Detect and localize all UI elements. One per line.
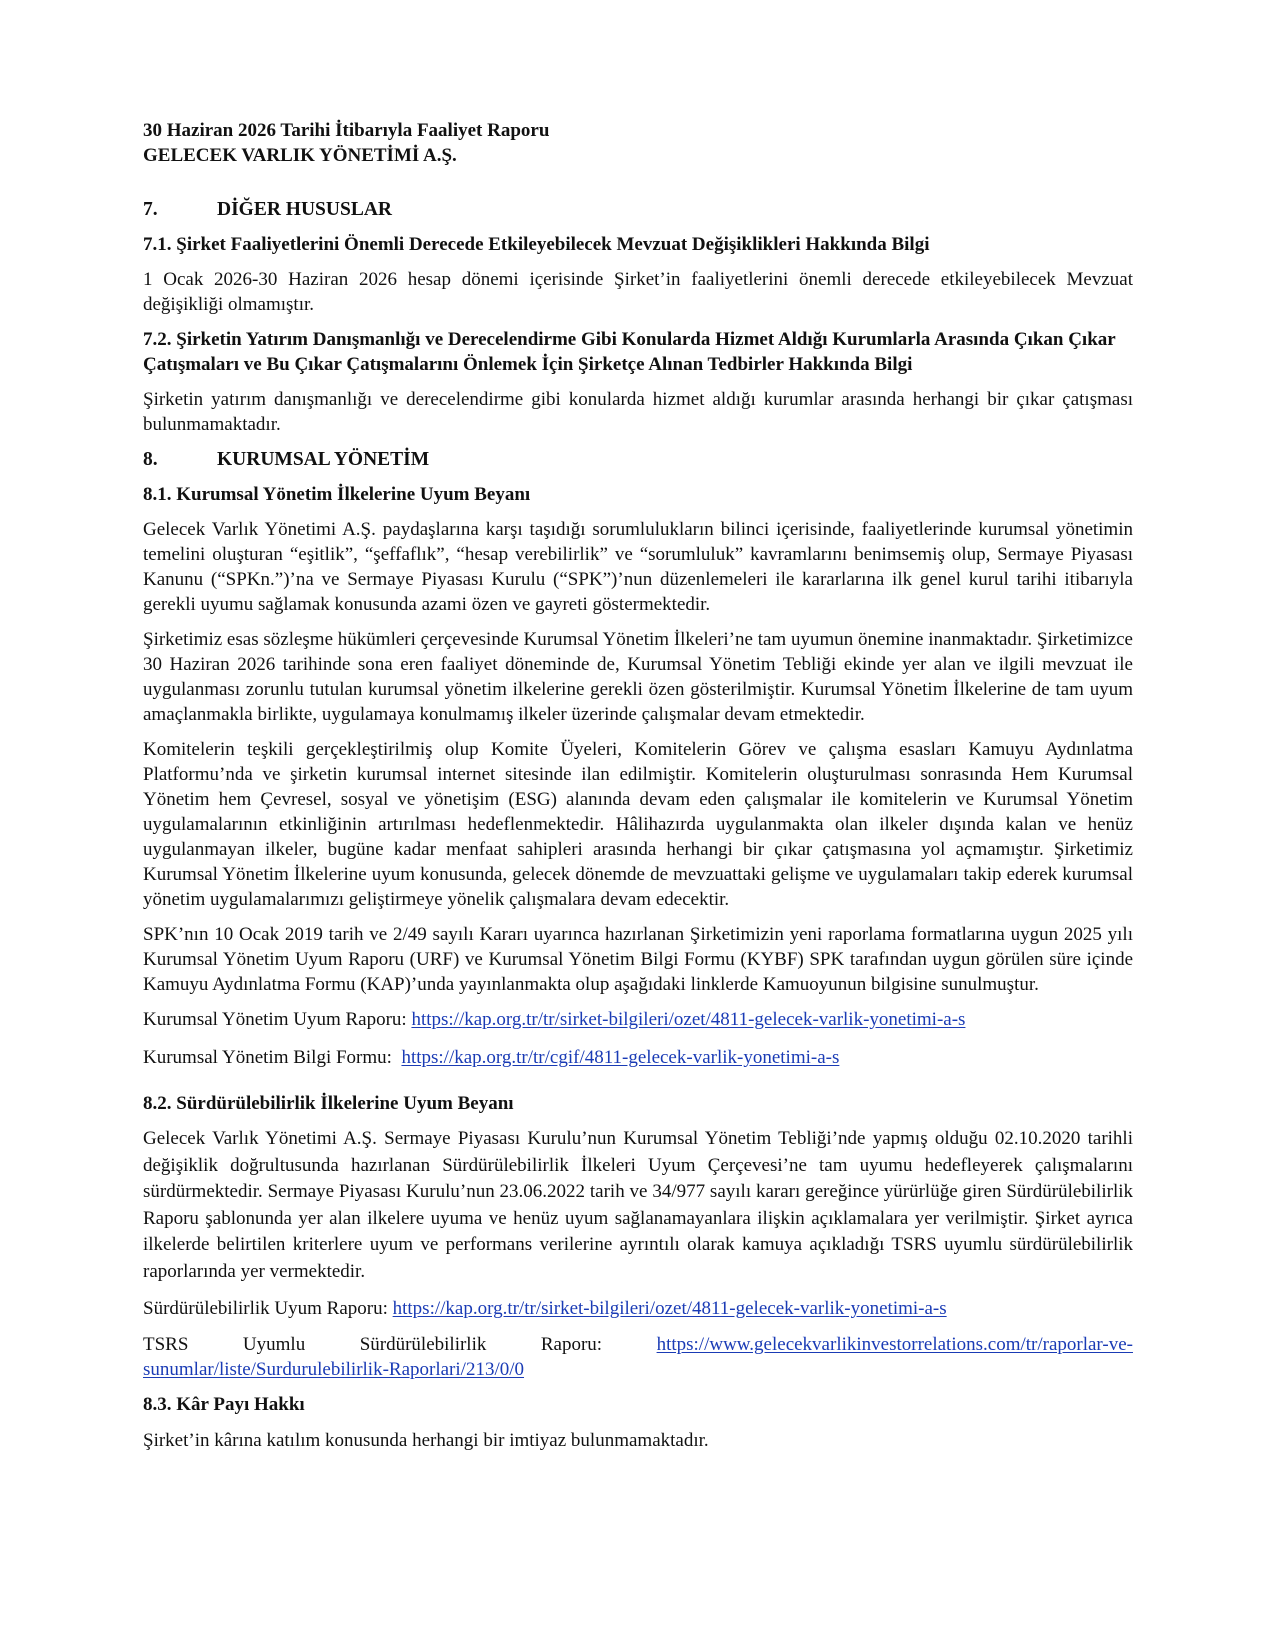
tsrs-report-row bbox=[143, 1332, 1133, 1357]
subsection-8-2-heading: 8.2. Sürdürülebilirlik İlkelerine Uyum Beyanı bbox=[143, 1093, 514, 1114]
governance-info-form-link[interactable]: https://kap.org.tr/tr/cgif/4811-gelecek-varlik-yonetimi-a-s bbox=[401, 1047, 840, 1068]
report-title: 30 Haziran 2026 Tarihi İtibarıyla Faaliyet Raporu bbox=[143, 120, 550, 141]
document-header bbox=[143, 118, 1133, 168]
subsection-7-1-text: 1 Ocak 2026-30 Haziran 2026 hesap dönemi içerisinde Şirket’in faaliyetlerini önemli derecede etkileyebilecek Mevzuat değişikliği olmamıştır. bbox=[143, 269, 1133, 315]
paragraph: Gelecek Varlık Yönetimi A.Ş. Sermaye Piyasası Kurulu’nun Kurumsal Yönetim Tebliği’nde yapmış olduğu 02.10.2020 tarihli değişiklik doğrultusunda hazırlanan Sürdürülebilirlik İlkeleri Uyum Çerçevesi’ne tam uyumu hedefleyerek çalışmalarını sürdürmektedir. Sermaye Piyasası Kurulu’nun 23.06.2022 tarih ve 34/977 sayılı kararı gereğince yürürlüğe giren Sürdürülebilirlik Raporu şablonunda yer alan ilkelere uyuma ve henüz uyum sağlanamayanlara ilişkin açıklamalara yer verilmiştir. Şirket ayrıca ilkelerde belirtilen kriterlere uyum ve performans verilerine ayrıntılı olarak kamuya açıkladığı TSRS uyumlu sürdürülebilirlik raporlarında yer vermektedir. bbox=[143, 1128, 1133, 1282]
tsrs-word: TSRS bbox=[143, 1334, 189, 1355]
subsection-8-3-text: Şirket’in kârına katılım konusunda herhangi bir imtiyaz bulunmamaktadır. bbox=[143, 1430, 709, 1451]
company-name: GELECEK VARLIK YÖNETİMİ A.Ş. bbox=[143, 145, 457, 166]
section-title: DİĞER HUSUSLAR bbox=[217, 199, 392, 220]
link-label: Sürdürülebilirlik Uyum Raporu: bbox=[143, 1298, 388, 1319]
tsrs-word: Raporu: bbox=[540, 1334, 603, 1355]
section-title: KURUMSAL YÖNETİM bbox=[217, 449, 430, 470]
subsection-7-2-heading: 7.2. Şirketin Yatırım Danışmanlığı ve Derecelendirme Gibi Konularda Hizmet Aldığı Kurumlarla Arasında Çıkan Çıkar Çatışmaları ve Bu Çıkar Çatışmalarını Önlemek İçin Şirketçe Alınan Tedbirler Hakkında Bilgi bbox=[143, 329, 1116, 375]
tsrs-report-link-part2[interactable]: sunumlar/liste/Surdurulebilirlik-Raporlari/213/0/0 bbox=[143, 1359, 525, 1380]
tsrs-word: Sürdürülebilirlik bbox=[359, 1334, 487, 1355]
link-label: Kurumsal Yönetim Bilgi Formu: bbox=[143, 1047, 392, 1068]
section-number: 8. bbox=[143, 449, 158, 470]
subsection-8-3-heading: 8.3. Kâr Payı Hakkı bbox=[143, 1394, 305, 1415]
subsection-7-2-text: Şirketin yatırım danışmanlığı ve derecelendirme gibi konularda hizmet aldığı kurumlar arasında herhangi bir çıkar çatışması bulunmamaktadır. bbox=[143, 389, 1133, 435]
section-8-heading bbox=[143, 447, 1133, 472]
sustainability-compliance-report-link[interactable]: https://kap.org.tr/tr/sirket-bilgileri/ozet/4811-gelecek-varlik-yonetimi-a-s bbox=[392, 1298, 947, 1319]
paragraph: SPK’nın 10 Ocak 2019 tarih ve 2/49 sayılı Kararı uyarınca hazırlanan Şirketimizin yeni raporlama formatlarına uygun 2025 yılı Kurumsal Yönetim Uyum Raporu (URF) ve Kurumsal Yönetim Bilgi Formu (KYBF) SPK tarafından uygun görülen süre içinde Kamuyu Aydınlatma Formu (KAP)’unda yayınlanmakta olup aşağıdaki linklerde Kamuoyunun bilgisine sunulmuştur. bbox=[143, 924, 1133, 995]
paragraph: Komitelerin teşkili gerçekleştirilmiş olup Komite Üyeleri, Komitelerin Görev ve çalışma esasları Kamuyu Aydınlatma Platformu’nda ve şirketin kurumsal internet sitesinde ilan edilmiştir. Komitelerin oluşturulması sonrasında Hem Kurumsal Yönetim hem Çevresel, sosyal ve yönetişim (ESG) alanında devam eden çalışmalar ile komitelerin ve Kurumsal Yönetim uygulamalarının etkinliğinin artırılması hedeflenmektedir. Hâlihazırda uygulanmakta olan ilkeler dışında kalan ve henüz uygulanmayan ilkeler, bugüne kadar menfaat sahipleri arasında herhangi bir çıkar çatışmasına yol açmamıştır. Şirketimiz Kurumsal Yönetim İlkelerine uyum konusunda, gelecek dönemde de mevzuattaki gelişme ve uygulamaları takip ederek kurumsal yönetim uygulamalarımızı geliştirmeye yönelik çalışmalara devam edecektir. bbox=[143, 739, 1133, 910]
tsrs-report-link-part1[interactable]: https://www.gelecekvarlikinvestorrelations.com/tr/raporlar-ve- bbox=[656, 1334, 1133, 1355]
section-7-heading bbox=[143, 197, 1133, 222]
governance-compliance-report-link[interactable]: https://kap.org.tr/tr/sirket-bilgileri/ozet/4811-gelecek-varlik-yonetimi-a-s bbox=[411, 1009, 966, 1030]
sustainability-compliance-report-line bbox=[143, 1296, 1133, 1321]
tsrs-report-line bbox=[143, 1332, 1133, 1382]
paragraph: Gelecek Varlık Yönetimi A.Ş. paydaşlarına karşı taşıdığı sorumlulukların bilinci içerisinde, faaliyetlerinde kurumsal yönetimin temelini oluşturan “eşitlik”, “şeffaflık”, “hesap verebilirlik” ve “sorumluluk” kavramlarını benimsemiş olup, Sermaye Piyasası Kanunu (“SPKn.”)’na ve Sermaye Piyasası Kurulu (“SPK”)’nun düzenlemeleri ile kararlarına ilk genel kurul tarihi itibarıyla gerekli uyumu sağlamak konusunda azami özen ve gayreti göstermektedir. bbox=[143, 519, 1133, 615]
link-label: Kurumsal Yönetim Uyum Raporu: bbox=[143, 1009, 407, 1030]
section-number: 7. bbox=[143, 199, 158, 220]
subsection-8-1-heading: 8.1. Kurumsal Yönetim İlkelerine Uyum Beyanı bbox=[143, 484, 531, 505]
subsection-7-1-heading: 7.1. Şirket Faaliyetlerini Önemli Derecede Etkileyebilecek Mevzuat Değişiklikleri Hakkında Bilgi bbox=[143, 234, 930, 255]
tsrs-word: Uyumlu bbox=[242, 1334, 306, 1355]
governance-compliance-report-line bbox=[143, 1007, 1133, 1032]
governance-info-form-line bbox=[143, 1045, 1133, 1070]
paragraph: Şirketimiz esas sözleşme hükümleri çerçevesinde Kurumsal Yönetim İlkeleri’ne tam uyumun önemine inanmaktadır. Şirketimizce 30 Haziran 2026 tarihinde sona eren faaliyet döneminde de, Kurumsal Yönetim Tebliği ekinde yer alan ve ilgili mevzuat ile uygulanması zorunlu tutulan kurumsal yönetim ilkelerine gerekli özen gösterilmiştir. Kurumsal Yönetim İlkelerine de tam uyum amaçlanmakla birlikte, uygulamaya konulmamış ilkeler üzerinde çalışmalar devam etmektedir. bbox=[143, 629, 1133, 725]
document-page bbox=[143, 118, 1133, 1453]
